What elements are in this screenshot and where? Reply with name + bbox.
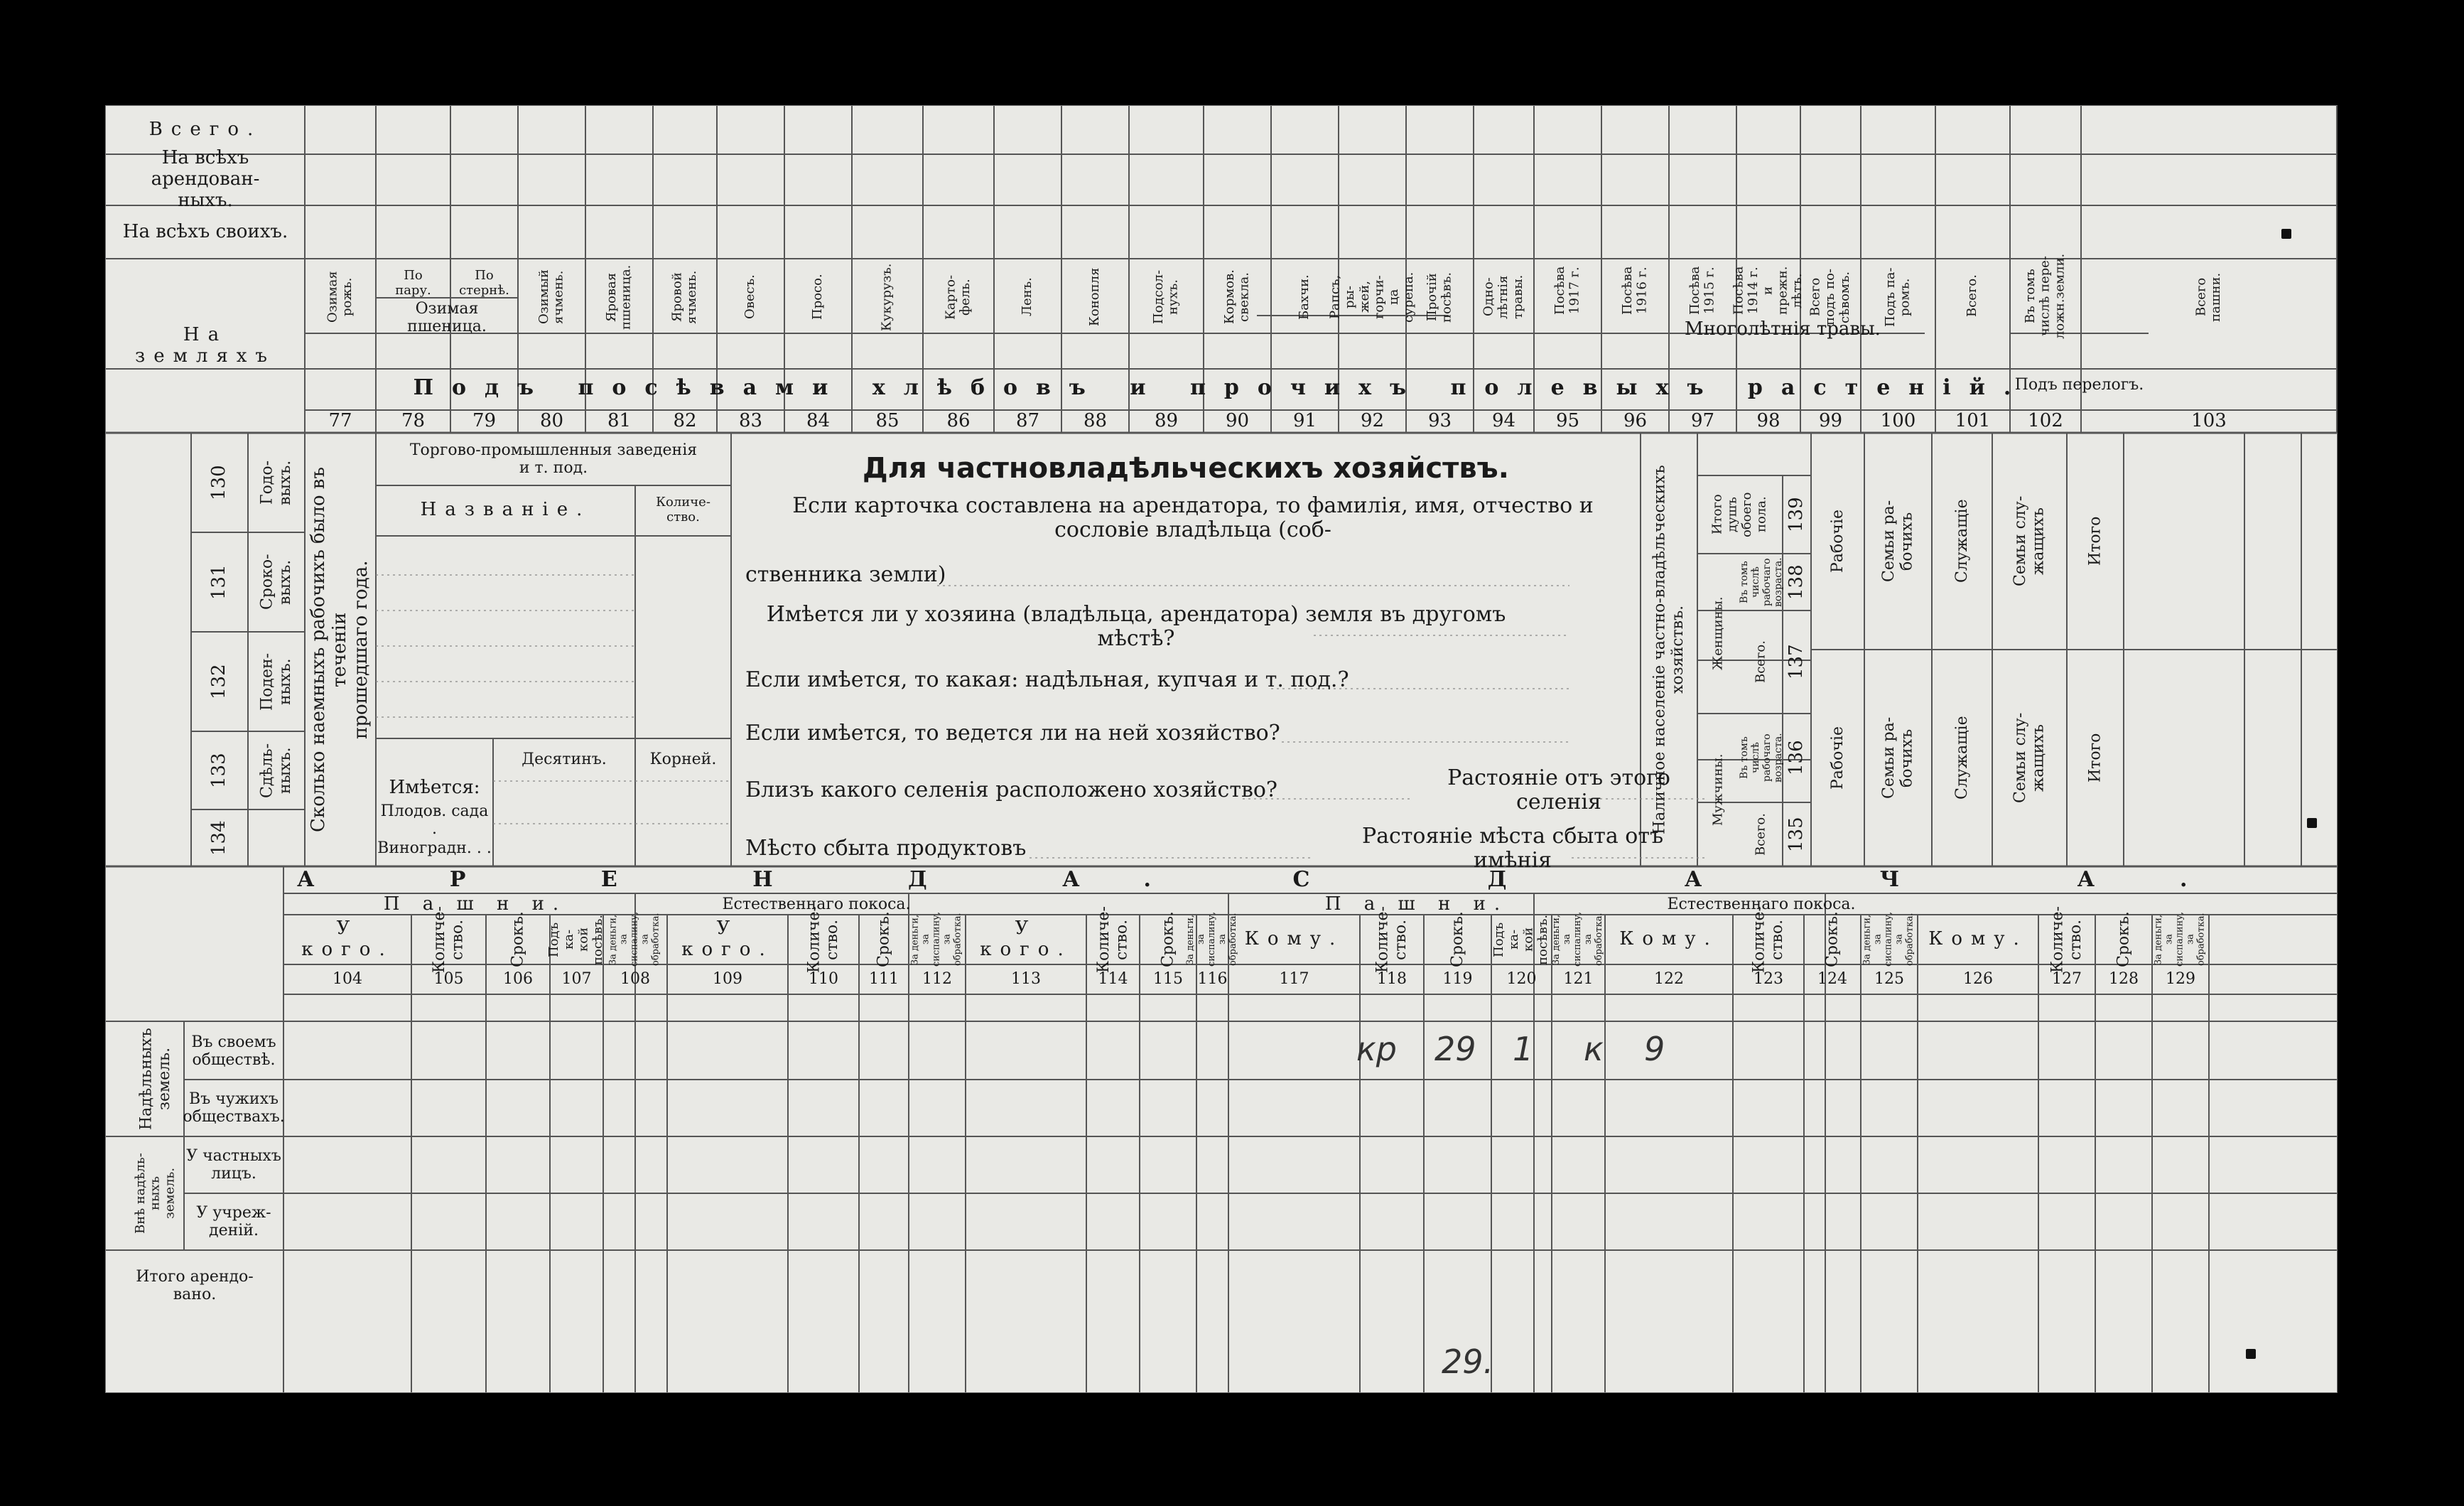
arenda-col-header: Подъ ка- кой посѣвъ. — [1491, 914, 1551, 965]
pop-number: 135 — [1785, 817, 1808, 852]
label-pod-perelog: Подъ перелогъ. — [2014, 375, 2144, 394]
arenda-col-header: За деньги, за сиспалину, за обработка. — [909, 912, 963, 967]
row-na-zemlyah: На земляхъ — [135, 323, 276, 367]
desyatin-label: Десятинъ. — [522, 751, 607, 769]
arenda-col-number: 121 — [1563, 970, 1594, 989]
punch-mark — [2307, 818, 2317, 828]
column-number: 80 — [539, 410, 564, 432]
arenda-col-number: 109 — [713, 970, 742, 989]
private-line1a: Если карточка составлена на арендатора, то фамилiя, имя, отчество и сословiе владѣльца (соб- — [792, 493, 1594, 542]
column-number: 83 — [738, 410, 763, 432]
arenda-col-number: 113 — [1011, 970, 1041, 989]
pop-working-age: Въ томъ числѣ рабочаго возраста. — [1738, 557, 1785, 607]
hw-120: к — [1584, 1030, 1604, 1068]
crop-header: Рапсъ, ры- жей, горчи- ца сурепа. — [1327, 271, 1416, 323]
private-line3: Если имѣется, то какая: надѣльная, купчая и т. под.? — [745, 667, 1349, 692]
private-line5a: Близъ какого селенiя расположено хозяйство? — [745, 777, 1277, 802]
column-number: 99 — [1818, 410, 1843, 432]
crop-header: Посѣва 1915 г. — [1687, 266, 1717, 316]
crop-header: По стернѣ. — [459, 268, 509, 298]
arenda-col-number: 116 — [1197, 970, 1228, 989]
row-svoem: Въ своемъ обществѣ. — [191, 1033, 276, 1069]
column-number: 91 — [1292, 410, 1317, 432]
arenda-col-number: 120 — [1506, 970, 1537, 989]
hired-row-number: 132 — [208, 664, 230, 699]
column-number: 94 — [1491, 410, 1516, 432]
row-chastnyh: У частныхъ лицъ. — [186, 1146, 281, 1183]
arenda-col-number: 111 — [869, 970, 899, 989]
column-number: 96 — [1623, 410, 1648, 432]
korney-label: Корней. — [649, 751, 717, 769]
crop-header: Прочiй посѣвъ. — [1424, 271, 1454, 323]
crop-header: Овесъ. — [742, 274, 758, 320]
crop-header: Яровой ячмень. — [669, 270, 699, 324]
arenda-col-header: Количе- ство. — [1750, 906, 1786, 973]
arenda-col-header: За деньги, за сиспалину, за обработка. — [1861, 912, 1915, 967]
column-number: 86 — [946, 410, 971, 432]
arenda-col-header: Срокъ. — [875, 911, 893, 968]
arenda-col-header: Подъ ка- кой посѣвъ. — [546, 914, 606, 965]
nadel-label: Надѣльныхъ земель. — [137, 1028, 173, 1130]
pop-working-age: Въ томъ числѣ рабочаго возраста. — [1738, 733, 1785, 783]
plodov-label: Плодов. сада . — [380, 802, 489, 838]
arenda-title: А Р Е Н Д А. — [297, 866, 1215, 892]
crop-header: Всего. — [1965, 274, 1980, 318]
private-line2: Имѣется ли у хозяина (владѣльца, арендатора) земля въ другомъ мѣстѣ? — [766, 601, 1506, 651]
column-number: 102 — [2028, 410, 2063, 432]
skolko-label: Сколько наемныхъ рабочихъ было въ теченiи прошедшаго года. — [308, 467, 372, 832]
arenda-col-number: 106 — [503, 970, 533, 989]
private-line5b: Растоянiе отъ этого селенiя — [1447, 765, 1670, 814]
arenda-col-header: У кого. — [980, 918, 1072, 960]
arenda-col-number: 108 — [620, 970, 650, 989]
punch-mark — [2246, 1349, 2256, 1359]
pop-category: Рабочiе — [1828, 726, 1847, 790]
row-arendovannyh: На всѣхъ арендован- ныхъ. — [151, 147, 260, 211]
pop-total-label: Всего. — [1753, 813, 1768, 856]
column-number: 103 — [2191, 410, 2227, 432]
crop-header: Всего пашни. — [2193, 272, 2223, 322]
pop-number: 137 — [1785, 644, 1808, 680]
pop-number: 139 — [1785, 497, 1808, 532]
arenda-col-header: Количе- ство. — [2048, 906, 2085, 973]
arenda-col-number: 107 — [561, 970, 592, 989]
row-uchrezhdeniy: У учреж- денiй. — [196, 1203, 271, 1239]
column-number: 87 — [1015, 410, 1040, 432]
arenda-col-number: 128 — [2109, 970, 2139, 989]
arenda-col-number: 123 — [1754, 970, 1783, 989]
column-number: 95 — [1555, 410, 1580, 432]
pop-category: Итого — [2086, 733, 2104, 783]
pop-category: Семьи слу- жащихъ — [2011, 495, 2048, 587]
punch-mark — [2281, 229, 2291, 239]
arenda-col-header: У кого. — [681, 918, 774, 960]
arenda-pokosa-label: Естественнаго покоса. — [722, 895, 911, 914]
hw-kr: кр — [1356, 1030, 1397, 1068]
crop-header: Всего подъ по- сѣвомъ. — [1808, 269, 1852, 326]
crop-header: Одно- лѣтнiя травы. — [1481, 274, 1525, 320]
crop-header: Подсол- нухъ. — [1150, 269, 1181, 325]
arenda-pashni-label: П а ш н и. — [383, 893, 568, 915]
crop-header: По пару. — [395, 268, 431, 298]
private-title: Для частновладѣльческихъ хозяйствъ. — [863, 452, 1509, 485]
arenda-col-number: 118 — [1377, 970, 1407, 989]
row-vsego: Всего. — [148, 119, 262, 141]
pop-category: Служащiе — [1952, 499, 1971, 583]
arenda-col-number: 127 — [2052, 970, 2082, 989]
pop-men-label: Мужчины. — [1710, 753, 1726, 827]
census-card — [105, 105, 2338, 1393]
arenda-col-number: 105 — [433, 970, 464, 989]
crop-header: Озимая рожь. — [325, 271, 355, 323]
column-number: 88 — [1083, 410, 1108, 432]
column-number: 89 — [1154, 410, 1179, 432]
hired-row-label: Годо- выхъ. — [258, 460, 294, 505]
arenda-col-header: Кому. — [1244, 928, 1344, 950]
private-line4: Если имѣется, то ведется ли на ней хозяйство? — [745, 720, 1280, 746]
arenda-col-header: Кому. — [1619, 928, 1719, 950]
crop-header: Кормов. свекла. — [1221, 269, 1252, 325]
pop-category: Семьи ра- бочихъ — [1880, 716, 1916, 800]
column-number: 85 — [875, 410, 899, 432]
arenda-col-number: 104 — [333, 970, 362, 989]
arenda-col-number: 112 — [922, 970, 952, 989]
hw-itogo: 29. — [1442, 1343, 1494, 1381]
arenda-col-header: За деньги, за сиспалину, за обработка. — [1185, 912, 1238, 967]
label-pod-posevami: Подъ посѣвами хлѣбовъ и прочихъ полевыхъ растенiй. — [413, 375, 2030, 400]
arenda-col-number: 114 — [1098, 970, 1128, 989]
arenda-col-header: За деньги, за сиспалину, за обработка. — [2153, 912, 2207, 967]
arenda-col-header: Количе- ство. — [1095, 906, 1131, 973]
arenda-col-header: Срокъ. — [2114, 911, 2133, 968]
kolichestvo-label: Количе- ство. — [656, 495, 710, 525]
arenda-col-number: 122 — [1654, 970, 1684, 989]
arenda-col-number: 110 — [809, 970, 838, 989]
arenda-col-header: Количе- ство. — [431, 906, 467, 973]
crop-header: Посѣва 1916 г. — [1619, 266, 1650, 316]
vinograd-label: Виноградн. . . — [377, 839, 492, 858]
hired-row-number: 131 — [208, 564, 230, 600]
crop-header: Карто- фель. — [943, 274, 973, 320]
column-number: 82 — [673, 410, 697, 432]
population-title: Наличное населенiе частно-владѣльческихъ хозяйствъ. — [1650, 465, 1687, 834]
pop-number: 138 — [1785, 564, 1808, 600]
torg-title: Торгово-промышленныя заведенiя и т. под. — [409, 441, 698, 477]
arenda-col-header: Срокъ. — [509, 911, 527, 968]
sdacha-pokosa-label: Естественнаго покоса. — [1667, 895, 1856, 914]
arenda-col-header: У кого. — [301, 918, 394, 960]
arenda-col-number: 126 — [1963, 970, 1993, 989]
hired-row-number: 133 — [208, 753, 230, 788]
arenda-col-header: Количе- ство. — [805, 906, 841, 973]
pop-number: 136 — [1785, 740, 1808, 776]
hired-row-label: Поден- ныхъ. — [258, 652, 294, 711]
pop-category: Рабочiе — [1828, 510, 1847, 574]
pop-itogo-label: Итого душъ обоего пола. — [1709, 492, 1769, 537]
crop-header: Посѣва 1914 г. и прежн. лѣтъ. — [1731, 266, 1805, 316]
hired-row-number: 134 — [208, 820, 230, 856]
column-number: 93 — [1427, 410, 1452, 432]
crop-header: Озимый ячмень. — [536, 269, 566, 325]
imeetsya-label: Имѣется: — [389, 777, 480, 799]
crop-header: Яровая пшеница. — [603, 264, 634, 330]
hw-118: 29 — [1434, 1030, 1476, 1068]
arenda-col-number: 119 — [1442, 970, 1473, 989]
arenda-col-header: Количе- ство. — [1373, 906, 1410, 973]
column-number: 101 — [1955, 410, 1991, 432]
crop-header: Кукурузъ. — [879, 263, 895, 331]
column-number: 90 — [1225, 410, 1250, 432]
nazvanie-label: Названiе. — [420, 499, 591, 521]
pop-category: Семьи слу- жащихъ — [2011, 712, 2048, 804]
hw-119: 1 — [1513, 1030, 1534, 1068]
pop-category: Служащiе — [1952, 716, 1971, 800]
hired-row-label: Сроко- выхъ. — [258, 554, 294, 611]
private-line6a: Мѣсто сбыта продуктовъ — [745, 835, 1027, 861]
hw-121: 9 — [1644, 1030, 1665, 1068]
row-itogo: Итого арендо- вано. — [136, 1267, 254, 1303]
column-number: 77 — [328, 410, 352, 432]
pop-category: Семьи ра- бочихъ — [1880, 500, 1916, 583]
pop-total-label: Всего. — [1753, 640, 1768, 684]
column-number: 97 — [1690, 410, 1715, 432]
crop-header: Конопля — [1087, 267, 1103, 327]
arenda-col-number: 117 — [1279, 970, 1309, 989]
sdacha-pashni-label: П а ш н и. — [1324, 893, 1509, 915]
crop-header: Просо. — [810, 274, 826, 321]
crop-header: Посѣва 1917 г. — [1552, 266, 1582, 316]
vne-nadel-label: Внѣ надѣль- ныхъ земель. — [132, 1153, 178, 1234]
crop-header: Ленъ. — [1020, 277, 1035, 317]
sdacha-title: С Д А Ч А. — [1292, 866, 2273, 892]
private-line6b: Растоянiе мѣста сбыта отъ имѣнiя — [1361, 823, 1664, 873]
column-number: 92 — [1360, 410, 1385, 432]
crop-header: Въ томъ числѣ пере- ложн.земли. — [2022, 253, 2068, 339]
label-mnogoletnie: Многолѣтнiя травы. — [1685, 318, 1881, 340]
column-number: 84 — [806, 410, 831, 432]
arenda-col-header: За деньги, за сиспалину, за обработка. — [1551, 912, 1604, 967]
label-ozimaya-pshenica: Озимая пшеница. — [407, 299, 487, 335]
column-number: 98 — [1756, 410, 1781, 432]
private-line1b: ственника земли) — [745, 561, 946, 587]
row-svoih: На всѣхъ своихъ. — [122, 220, 288, 242]
hired-row-label: Сдѣль- ныхъ. — [258, 743, 294, 798]
column-number: 79 — [472, 410, 497, 432]
arenda-col-header: Срокъ. — [1823, 911, 1842, 968]
arenda-col-number: 125 — [1874, 970, 1904, 989]
crop-header: Бахчи. — [1297, 274, 1312, 320]
column-number: 81 — [607, 410, 632, 432]
column-number: 100 — [1880, 410, 1916, 432]
pop-category: Итого — [2086, 516, 2104, 566]
hired-row-number: 130 — [208, 465, 230, 500]
arenda-col-header: Срокъ. — [1159, 911, 1177, 968]
arenda-col-number: 115 — [1153, 970, 1183, 989]
arenda-col-header: Кому. — [1928, 928, 2028, 950]
arenda-col-number: 129 — [2166, 970, 2195, 989]
arenda-col-header: Срокъ. — [1448, 911, 1466, 968]
row-chuzhih: Въ чужихъ обществахъ. — [183, 1090, 285, 1126]
crop-header: Подъ па- ромъ. — [1882, 267, 1913, 327]
column-number: 78 — [401, 410, 426, 432]
pop-women-label: Женщины. — [1710, 596, 1726, 671]
arenda-col-number: 124 — [1817, 970, 1847, 989]
arenda-col-header: За деньги, за сиспалину, за обработка. — [607, 912, 661, 967]
